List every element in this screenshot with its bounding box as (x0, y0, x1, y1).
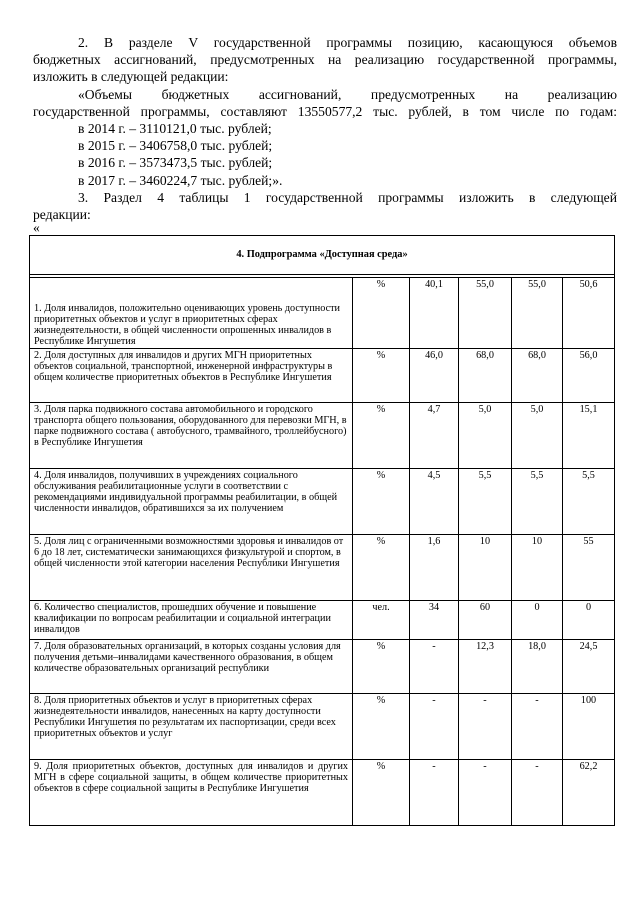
indicator-name: 2. Доля доступных для инвалидов и других МГН приоритетных объектов социальной, транспортной, инженерной инфраструктуры в общем количестве приоритетных объектов в Республике Ингушетия (30, 349, 353, 403)
value-cell: 18,0 (512, 640, 563, 694)
indicator-name: 7. Доля образовательных организаций, в которых созданы условия для получения детьми–инвалидами качественного образования, в общем количестве образовательных организаций республики (30, 640, 353, 694)
value-cell: - (410, 694, 459, 760)
value-cell: 46,0 (410, 349, 459, 403)
value-cell: 5,5 (459, 469, 512, 535)
paragraph-2-line-1: 2. В разделе V государственной программы позицию, касающуюся объемов (78, 35, 617, 50)
value-cell: - (512, 694, 563, 760)
table-row (30, 535, 615, 601)
value-cell: 5,5 (512, 469, 563, 535)
table-row (30, 601, 615, 640)
opening-quote-mark: « (33, 220, 40, 235)
indicator-name: 3. Доля парка подвижного состава автомобильного и городского транспорта общего пользования, оборудованного для перевозки МГН, в парке подвижного состава ( автобусного, трамвайного, троллейбусного) в Республике Ингушетия (30, 403, 353, 469)
value-cell: 62,2 (563, 760, 615, 826)
unit-cell: чел. (353, 601, 410, 640)
value-cell: 68,0 (459, 349, 512, 403)
document-body (33, 34, 617, 223)
value-cell: - (459, 694, 512, 760)
table-row (30, 278, 615, 349)
value-cell: 0 (563, 601, 615, 640)
paragraph-2-line-2: бюджетных ассигнований, предусмотренных на реализацию государственной программы, (33, 52, 617, 68)
unit-cell: % (353, 640, 410, 694)
value-cell: - (410, 640, 459, 694)
indicator-name: 5. Доля лиц с ограниченными возможностями здоровья и инвалидов от 6 до 18 лет, систематически занимающихся физкультурой и спортом, в общей численности этой категории населения Республики Ингушетия (30, 535, 353, 601)
value-cell: 100 (563, 694, 615, 760)
value-cell: 40,1 (410, 278, 459, 349)
value-cell: 1,6 (410, 535, 459, 601)
value-cell: 4,5 (410, 469, 459, 535)
table-row (30, 469, 615, 535)
table-row (30, 349, 615, 403)
indicator-name: 8. Доля приоритетных объектов и услуг в приоритетных сферах жизнедеятельности инвалидов, нанесенных на карту доступности Республики Ингушетия по результатам их паспортизации, среди всех приоритетных объектов и услуг (30, 694, 353, 760)
indicator-name: 1. Доля инвалидов, положительно оценивающих уровень доступности приоритетных объектов и услуг в приоритетных сферах жизнедеятельности, в общей численности опрошенных инвалидов в Республике Ингушетия (30, 278, 353, 349)
value-cell: 12,3 (459, 640, 512, 694)
indicator-name: 4. Доля инвалидов, получивших в учреждениях социального обслуживания реабилитационные услуги в соответствии с рекомендациями индивидуальной программы реабилитации, в общей численности инвалидов, обратившихся за их получением (30, 469, 353, 535)
quote-line-1: «Объемы бюджетных ассигнований, предусмотренных на реализацию (78, 86, 617, 102)
value-cell: 15,1 (563, 403, 615, 469)
table-row (30, 640, 615, 694)
value-cell: - (512, 760, 563, 826)
table-row (30, 403, 615, 469)
paragraph-2-line-3: изложить в следующей редакции: (33, 69, 229, 85)
value-cell: 50,6 (563, 278, 615, 349)
unit-cell: % (353, 535, 410, 601)
value-cell: - (459, 760, 512, 826)
year-line: в 2015 г. – 3406758,0 тыс. рублей; (78, 138, 273, 154)
value-cell: 5,0 (512, 403, 563, 469)
table-row (30, 694, 615, 760)
unit-cell: % (353, 694, 410, 760)
value-cell: 0 (512, 601, 563, 640)
subprogram-header: 4. Подпрограмма «Доступная среда» (30, 236, 615, 275)
value-cell: 5,0 (459, 403, 512, 469)
year-line: в 2014 г. – 3110121,0 тыс. рублей; (78, 121, 272, 137)
paragraph-3-line-2: редакции: (33, 207, 91, 223)
paragraph-3-line-1: 3. Раздел 4 таблицы 1 государственной программы изложить в следующей (78, 189, 617, 205)
unit-cell: % (353, 403, 410, 469)
value-cell: 24,5 (563, 640, 615, 694)
value-cell: 5,5 (563, 469, 615, 535)
table-row (30, 760, 615, 826)
unit-cell: % (353, 760, 410, 826)
quote-line-2: государственной программы, составляют 13550577,2 тыс. рублей, в том числе по годам: (33, 103, 617, 119)
year-line: в 2016 г. – 3573473,5 тыс. рублей; (78, 155, 273, 171)
year-line: в 2017 г. – 3460224,7 тыс. рублей;». (78, 172, 283, 188)
value-cell: 4,7 (410, 403, 459, 469)
indicator-name: 9. Доля приоритетных объектов, доступных для инвалидов и других МГН в сфере социальной защиты, в общем количестве приоритетных объектов в сфере социальной защиты в Республике Ингушетия (30, 760, 353, 826)
value-cell: 60 (459, 601, 512, 640)
value-cell: 55,0 (512, 278, 563, 349)
value-cell: 10 (512, 535, 563, 601)
value-cell: 10 (459, 535, 512, 601)
indicators-table (29, 235, 615, 826)
unit-cell: % (353, 278, 410, 349)
value-cell: - (410, 760, 459, 826)
value-cell: 34 (410, 601, 459, 640)
value-cell: 55 (563, 535, 615, 601)
value-cell: 56,0 (563, 349, 615, 403)
value-cell: 55,0 (459, 278, 512, 349)
unit-cell: % (353, 349, 410, 403)
indicator-name: 6. Количество специалистов, прошедших обучение и повышение квалификации по вопросам реабилитации и социальной интеграции инвалидов (30, 601, 353, 640)
value-cell: 68,0 (512, 349, 563, 403)
unit-cell: % (353, 469, 410, 535)
